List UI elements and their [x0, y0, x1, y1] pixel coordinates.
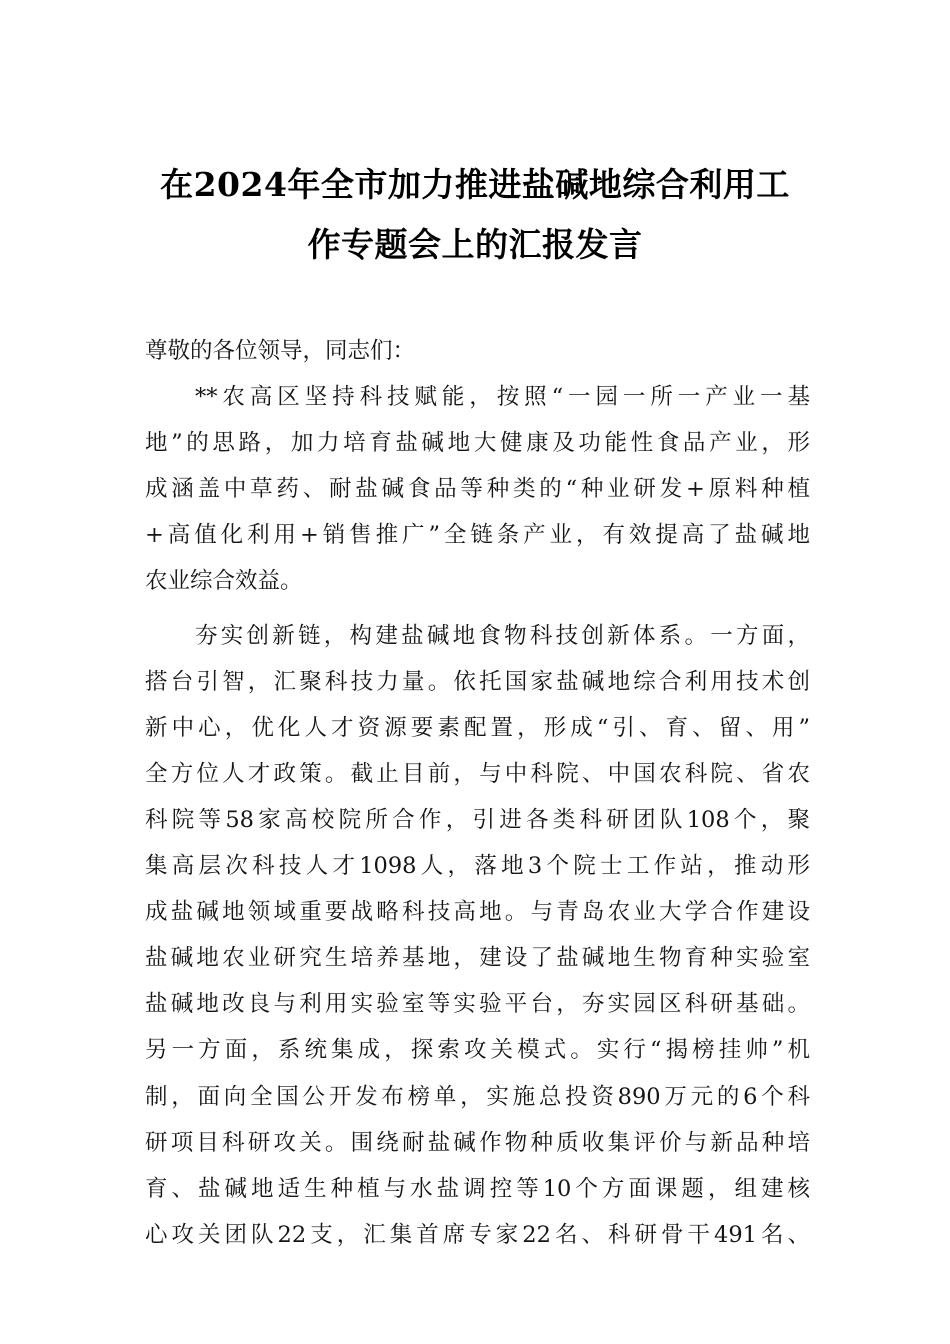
paragraph-2-line: 新中心，优化人才资源要素配置，形成“引、育、留、用” — [145, 714, 810, 741]
paragraph-2-line: 夯实创新链，构建盐碱地食物科技创新体系。一方面， — [195, 622, 810, 649]
paragraph-1-line: 农业综合效益。 — [145, 568, 303, 595]
paragraph-1 — [145, 374, 810, 604]
paragraph-1-line: **农高区坚持科技赋能，按照“一园一所一产业一基 — [195, 384, 810, 411]
paragraph-2-line: 制，面向全国公开发布榜单，实施总投资890万元的6个科 — [145, 1083, 810, 1110]
paragraph-2-line: 心攻关团队22支，汇集首席专家22名、科研骨干491名、 — [145, 1221, 810, 1248]
paragraph-spacer — [145, 605, 810, 613]
paragraph-2-line: 盐碱地农业研究生培养基地，建设了盐碱地生物育种实验室 — [145, 945, 810, 972]
paragraph-2-line: 研项目科研攻关。围绕耐盐碱作物种质收集评价与新品种培 — [145, 1129, 810, 1156]
salutation: 尊敬的各位领导，同志们： — [145, 338, 416, 364]
paragraph-2-line: 集高层次科技人才1098人，落地3个院士工作站，推动形 — [145, 853, 810, 880]
paragraph-1-line: 地”的思路，加力培育盐碱地大健康及功能性食品产业，形 — [145, 430, 810, 457]
title-line-1: 在2024年全市加力推进盐碱地综合利用工 — [160, 165, 790, 204]
paragraph-2-line: 另一方面，系统集成，探索攻关模式。实行“揭榜挂帅”机 — [145, 1037, 810, 1064]
title-line-2: 作专题会上的汇报发言 — [307, 225, 643, 264]
paragraph-2-line: 成盐碱地领域重要战略科技高地。与青岛农业大学合作建设 — [145, 899, 810, 926]
document-body — [145, 328, 810, 1258]
paragraph-2-line: 科院等58家高校院所合作，引进各类科研团队108个，聚 — [145, 806, 810, 833]
paragraph-1-line: +高值化利用+销售推广”全链条产业，有效提高了盐碱地 — [145, 522, 810, 549]
paragraph-2-line: 全方位人才政策。截止目前，与中科院、中国农科院、省农 — [145, 760, 810, 787]
paragraph-2-line: 盐碱地改良与利用实验室等实验平台，夯实园区科研基础。 — [145, 991, 810, 1018]
paragraph-2-line: 搭台引智，汇聚科技力量。依托国家盐碱地综合利用技术创 — [145, 668, 810, 695]
paragraph-1-line: 成涵盖中草药、耐盐碱食品等种类的“种业研发+原料种植 — [145, 476, 810, 503]
paragraph-2 — [145, 613, 810, 1258]
paragraph-2-line: 育、盐碱地适生种植与水盐调控等10个方面课题，组建核 — [145, 1175, 810, 1202]
document-title — [140, 155, 810, 275]
